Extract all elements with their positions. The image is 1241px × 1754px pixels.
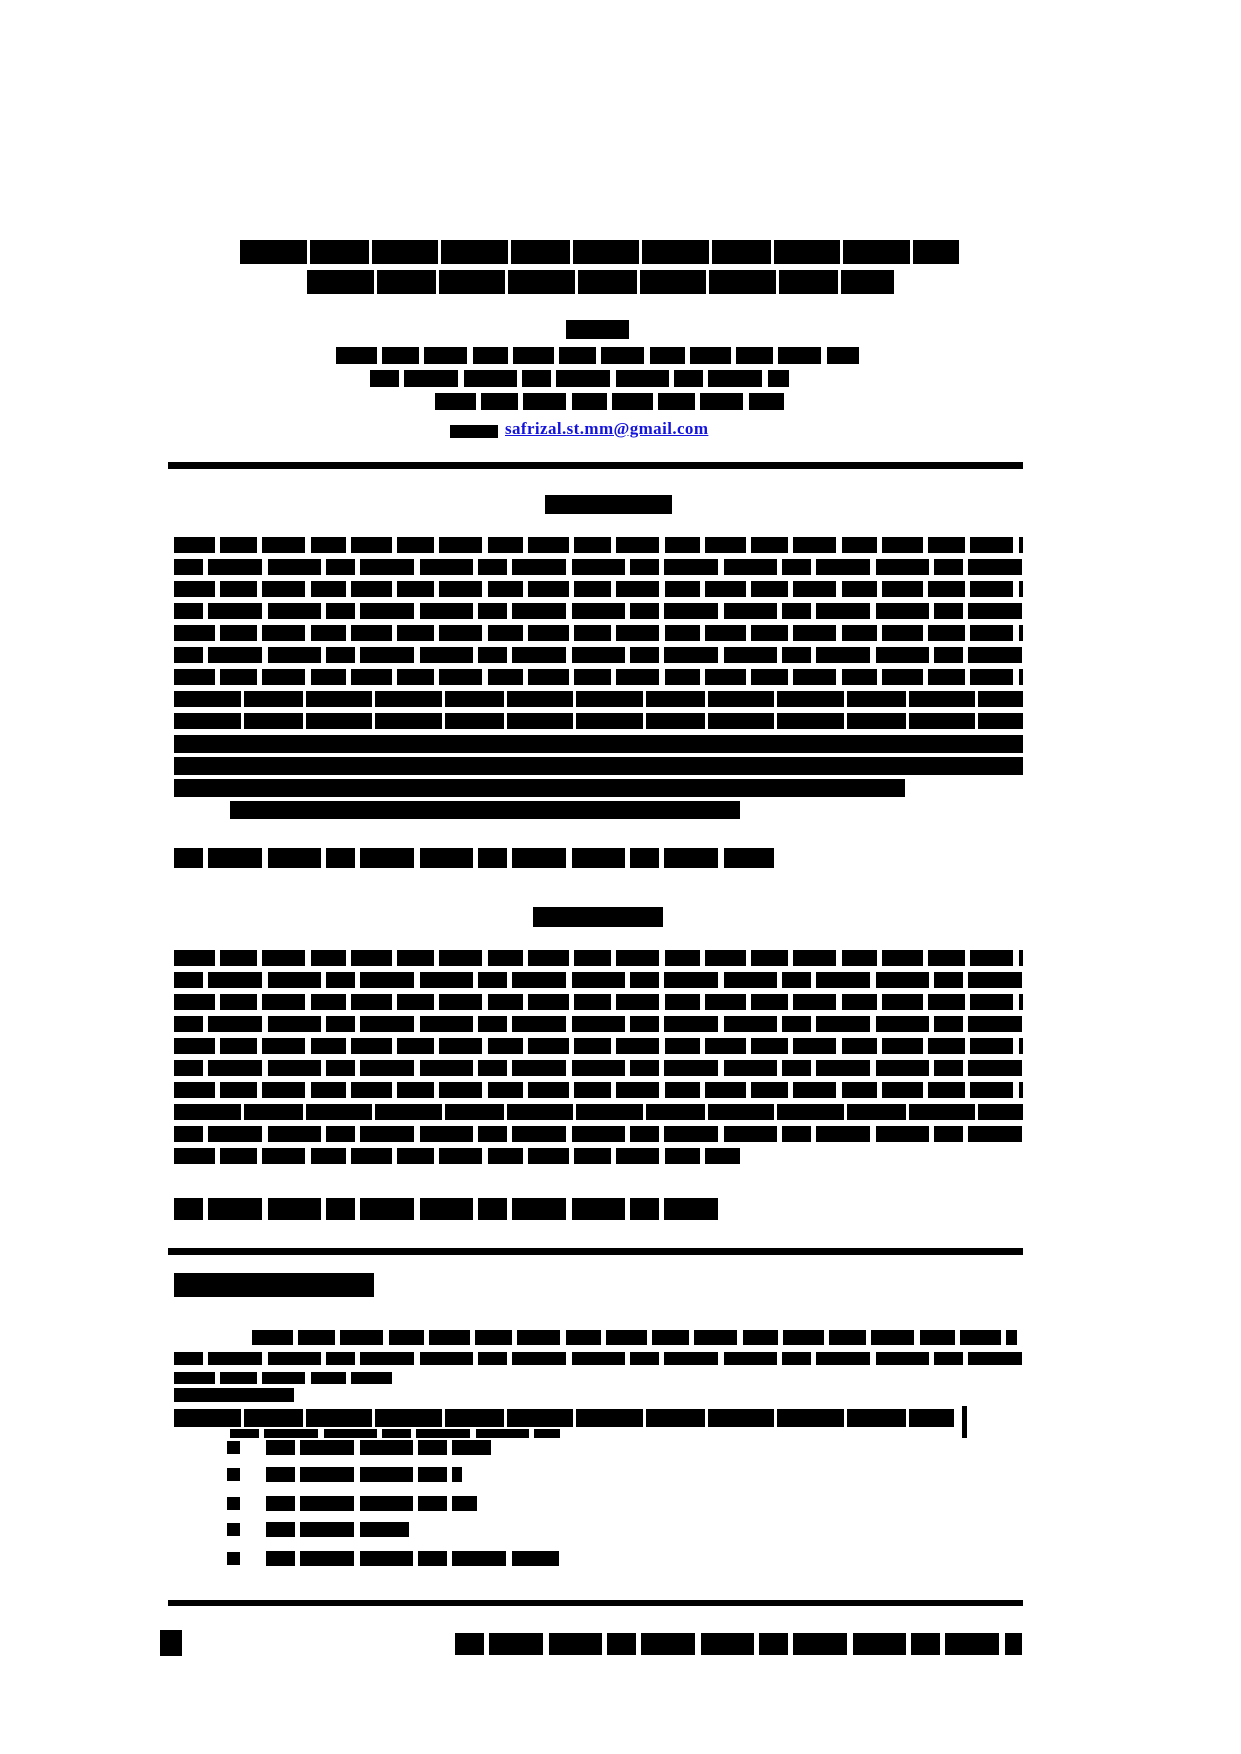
abstract1-paragraph-redacted <box>174 537 1023 553</box>
abstract1-paragraph-redacted <box>174 779 905 797</box>
section-paragraph-redacted <box>174 1409 954 1427</box>
abstract1-paragraph-redacted <box>230 801 740 819</box>
square-bullet-icon <box>227 1441 240 1454</box>
abstract2-paragraph-redacted <box>174 1148 740 1164</box>
abstract1-heading-redacted <box>545 495 672 514</box>
abstract2-paragraph-redacted <box>174 1082 1023 1098</box>
abstract2-paragraph-redacted <box>174 1038 1023 1054</box>
abstract1-paragraph-redacted <box>174 559 1023 575</box>
abstract2-paragraph-redacted <box>174 950 1023 966</box>
affiliation-redacted <box>435 393 789 410</box>
abstract2-paragraph-redacted <box>174 1060 1023 1076</box>
abstract1-paragraph-redacted <box>174 757 1023 775</box>
abstract1-paragraph-redacted <box>174 691 1023 707</box>
abstract1-paragraph-redacted <box>174 625 1023 641</box>
abstract2-paragraph-redacted <box>174 994 1023 1010</box>
abstract1-paragraph-redacted <box>174 735 1023 753</box>
section-paragraph-redacted <box>962 1406 967 1438</box>
keywords1-redacted <box>174 848 774 868</box>
list-item-text-redacted <box>266 1467 462 1482</box>
section-paragraph-redacted <box>174 1352 1023 1365</box>
section-rule <box>168 1248 1023 1255</box>
abstract2-paragraph-redacted <box>174 1016 1023 1032</box>
section-paragraph-redacted <box>230 1429 560 1438</box>
affiliation-redacted <box>370 370 789 387</box>
list-item-text-redacted <box>266 1440 491 1455</box>
abstract2-paragraph-redacted <box>174 1126 1023 1142</box>
email-label-redacted <box>450 425 498 438</box>
abstract1-paragraph-redacted <box>174 647 1023 663</box>
list-item-text-redacted <box>266 1522 409 1537</box>
abstract2-paragraph-redacted <box>174 972 1023 988</box>
keywords2-redacted <box>174 1198 720 1220</box>
section-heading-redacted <box>174 1273 374 1297</box>
square-bullet-icon <box>227 1468 240 1481</box>
section-paragraph-redacted <box>252 1330 1017 1345</box>
abstract2-paragraph-redacted <box>174 1104 1023 1120</box>
footer-page-number-redacted <box>160 1630 182 1656</box>
abstract2-heading-redacted <box>533 907 663 927</box>
abstract1-paragraph-redacted <box>174 603 1023 619</box>
square-bullet-icon <box>227 1552 240 1565</box>
list-item-text-redacted <box>266 1496 477 1511</box>
section-paragraph-redacted <box>174 1372 394 1384</box>
title-line-redacted <box>240 240 959 264</box>
footer-rule <box>168 1600 1023 1606</box>
author-name-redacted <box>566 320 629 339</box>
footer-journal-info-redacted <box>455 1633 1022 1655</box>
list-item-text-redacted <box>266 1551 559 1566</box>
header-rule <box>168 462 1023 469</box>
section-paragraph-redacted <box>174 1388 294 1402</box>
abstract1-paragraph-redacted <box>174 669 1023 685</box>
title-line-redacted <box>307 270 894 294</box>
square-bullet-icon <box>227 1497 240 1510</box>
abstract1-paragraph-redacted <box>174 713 1023 729</box>
email-link[interactable]: safrizal.st.mm@gmail.com <box>505 419 709 438</box>
square-bullet-icon <box>227 1523 240 1536</box>
affiliation-redacted <box>336 347 859 364</box>
abstract1-paragraph-redacted <box>174 581 1023 597</box>
